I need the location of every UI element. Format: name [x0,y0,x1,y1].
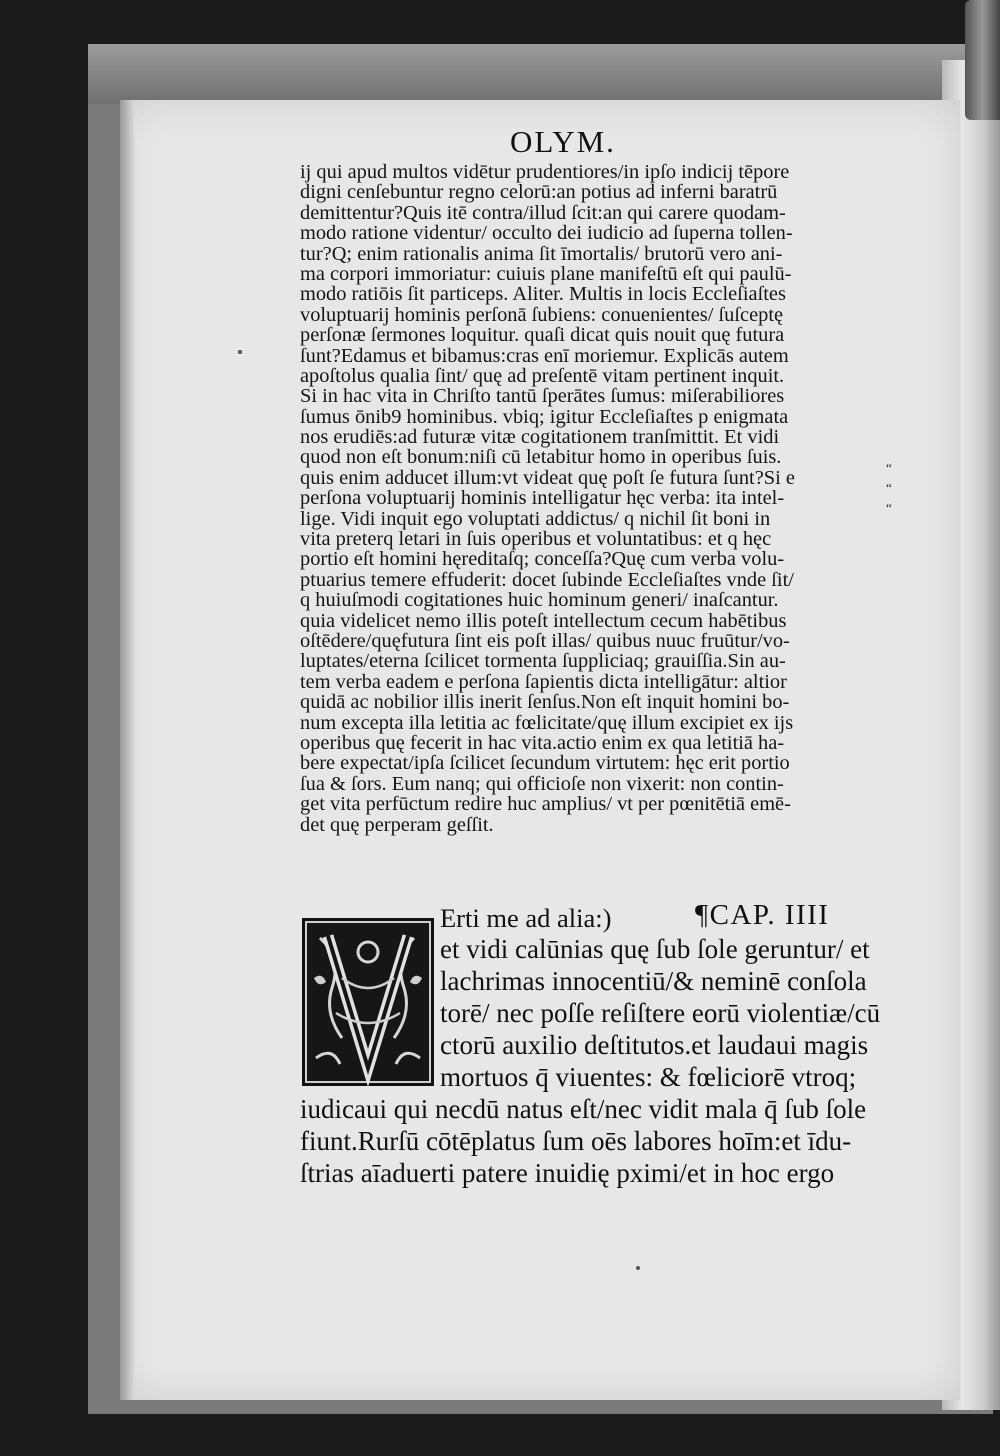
commentary-line: quidā ac nobilior illis inerit ſenſus.Non eſt inquit homini bo- [300,691,790,714]
commentary-line: ſua & ſors. Eum nanq; qui officioſe non vixerit: non contin- [300,772,784,795]
commentary-line: tur?Q; enim rationalis anima ſit īmortalis/ brutorū vero ani- [300,242,783,265]
commentary-line: tem verba eadem e perſona ſapientis dicta intelligātur: altior [300,670,787,693]
margin-speck [238,350,242,354]
page-gutter [120,100,134,1400]
commentary-line: q huiuſmodi cogitationes huic hominum generi/ inaſcantur. [300,589,779,612]
woodcut-initial-icon [302,918,434,1086]
commentary-line: num excepta illa letitia ac fœlicitate/quę illum excipiet ex ijs [300,711,794,734]
binding-board-top [88,44,968,104]
commentary-line: modo ratiōis ſit particeps. Aliter. Multis in locis Eccleſiaſtes [300,283,786,306]
commentary-line: ij qui apud multos vidētur prudentiores/in ipſo indicij tēpore [300,161,790,183]
commentary-line: nos erudiēs:ad futuræ vitæ cogitationem tranſmittit. Et vidi [300,426,780,449]
main-text-line: et vidi calūnias quę ſub ſole geruntur/ et [440,934,870,964]
running-head: OLYM. [510,124,616,159]
main-text-line: fiunt.Rurſū cōtēplatus ſum oēs labores hoīm:et īdu- [300,1126,852,1156]
commentary-line: oſtēdere/quęfutura ſint eis poſt illas/ quibus nuuc fruūtur/vo- [300,629,790,652]
chapter-label-text: CAP. IIII [709,899,830,931]
commentary-line: demittentur?Quis itē contra/illud ſcit:an qui carere quodam- [300,201,786,224]
commentary-line: perſonæ ſermones loquitur. quaſi dicat quis nouit quę futura [300,324,785,347]
chapter-label [695,899,829,932]
commentary-line: get vita perfūctum redire huc amplius/ vt per pœnitētiā emē- [300,793,791,816]
commentary-line: operibus quę fecerit in hac vita.actio enim ex qua letitiā ha- [300,731,785,754]
initial-letter: V [368,1078,369,1079]
commentary-line: lige. Vidi inquit ego voluptati addictus/ q nichil ſit boni in [300,507,771,530]
page-clip [965,0,1000,120]
continuation-mark: “ [886,500,892,515]
commentary-line: vita preterq letari in ſuis operibus et voluntatibus: et q hęc [300,528,772,551]
chapter-intro: Erti me ad alia:) [440,903,612,933]
main-text-line: ctorū auxilio deſtitutos.et laudaui magis [440,1030,869,1060]
commentary-line: modo ratione videntur/ occulto dei iudicio ad ſuperna tollen- [300,222,793,245]
commentary-line: perſona voluptuarij hominis intelligatur hęc verba: ita intel- [300,487,785,510]
commentary-line: apoſtolus qualia ſint/ quę ad preſentē vitam pertinent inquit. [300,364,785,387]
commentary-line: Si in hac vita in Chriſto tantū ſperātes ſumus: miſerabiliores [300,385,785,408]
commentary-line: ptuarius temere effuderit: docet ſubinde Eccleſiaſtes vnde ſit/ [300,568,794,591]
main-text-line: iudicaui qui necdū natus eſt/nec vidit mala q̄ ſub ſole [300,1094,867,1124]
main-text-line: lachrimas innocentiū/& neminē conſola [440,966,867,996]
margin-speck [636,1266,640,1270]
main-text-line: mortuos q̄ viuentes: & fœliciorē vtroq; [440,1062,857,1092]
commentary-line: luptates/eterna ſcilicet tormenta ſuppliciaq; grauiſſia.Sin au- [300,650,786,673]
main-text-line: ſtrias aīaduerti patere inuidię pximi/et in hoc ergo [300,1158,835,1188]
continuation-mark: “ [886,460,892,475]
commentary-line: bere expectat/ipſa ſcilicet ſecundum virtutem: hęc erit portio [300,752,790,775]
decorated-initial [302,918,434,1086]
commentary-line: digni cenſebuntur regno celorū:an potius ad inferni baratrū [300,181,778,204]
commentary-line: quia videlicet nemo illis poteſt intellectum cecum habētibus [300,609,787,632]
commentary-line: quis enim adducet illum:vt videat quę poſt ſe futura ſunt?Si e [300,466,795,489]
commentary-line: det quę perperam geſſit. [300,813,494,836]
main-text-line: torē/ nec poſſe reſiſtere eorū violentiæ/cū [440,998,881,1028]
commentary-line: ſunt?Edamus et bibamus:cras enī moriemur. Explicās autem [300,344,789,367]
commentary-line: ma corpori immoriatur: cuiuis plane manifeſtū eſt qui paulū- [300,262,792,285]
commentary-line: quod non eſt bonum:niſi cū letabitur homo in operibus ſuis. [300,446,782,469]
commentary-line: voluptuarij hominis perſonā ſubiens: conuenientes/ ſuſceptę [300,303,784,326]
commentary-line: portio eſt homini hęreditaſq; conceſſa?Quę cum verba volu- [300,548,785,571]
continuation-mark: “ [886,480,892,495]
commentary-block [300,162,900,835]
pilcrow-icon: ¶ [695,899,710,931]
commentary-line: ſumus ōnib9 hominibus. vbiq; igitur Eccleſiaſtes p enigmata [300,405,789,428]
